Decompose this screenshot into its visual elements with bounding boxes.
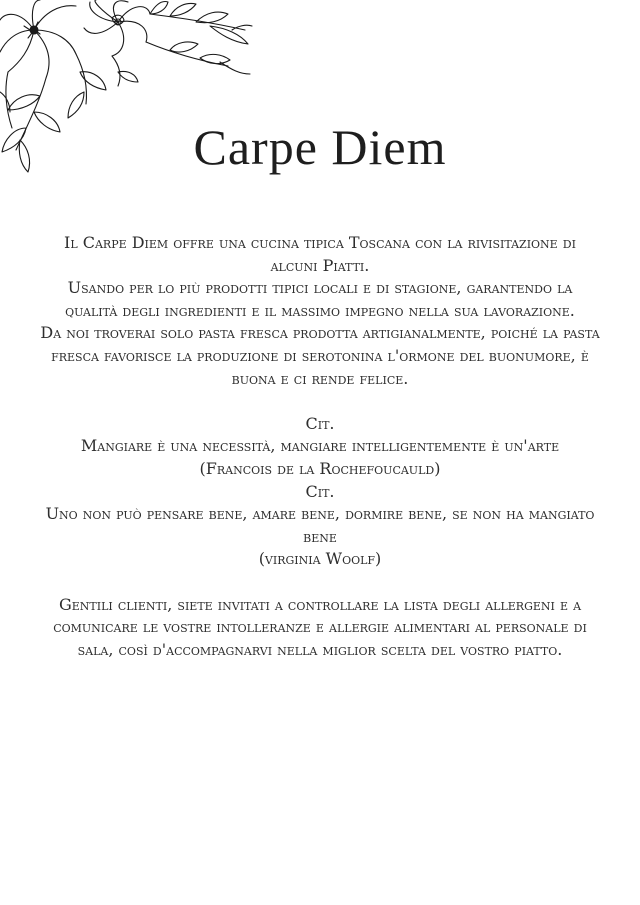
quote-label: Cit.: [305, 481, 335, 501]
spacer: [40, 571, 600, 594]
intro-paragraph: Da noi troverai solo pasta fresca prodotta artigianalmente, poiché la pasta fresca favorisce la produzione di serotonina l'ormone del buonumore, è buona e ci rende felice.: [40, 323, 600, 388]
quote-label: Cit.: [305, 413, 335, 433]
quote-text: Uno non può pensare bene, amare bene, dormire bene, se non ha mangiato bene: [45, 504, 595, 546]
spacer: [40, 390, 600, 413]
description-block: [40, 232, 600, 661]
quote-author: (Francois de la Rochefoucauld): [199, 458, 441, 478]
intro-paragraph: Usando per lo più prodotti tipici locali e di stagione, garantendo la qualità degli ingredienti e il massimo impegno nella sua lavorazione.: [65, 278, 575, 320]
intro-paragraph: Il Carpe Diem offre una cucina tipica Toscana con la rivisitazione di alcuni Piatti.: [64, 233, 576, 275]
allergen-notice: Gentili clienti, siete invitati a controllare la lista degli allergeni e a comunicare le vostre intolleranze e allergie alimentari al personale di sala, così d'accompagnarvi nella miglior scelta del vostro piatto.: [53, 594, 587, 659]
quote-author: (virginia Woolf): [258, 549, 382, 569]
page-title: Carpe Diem: [193, 119, 447, 175]
quote-text: Mangiare è una necessità, mangiare intelligentemente è un'arte: [80, 436, 560, 456]
